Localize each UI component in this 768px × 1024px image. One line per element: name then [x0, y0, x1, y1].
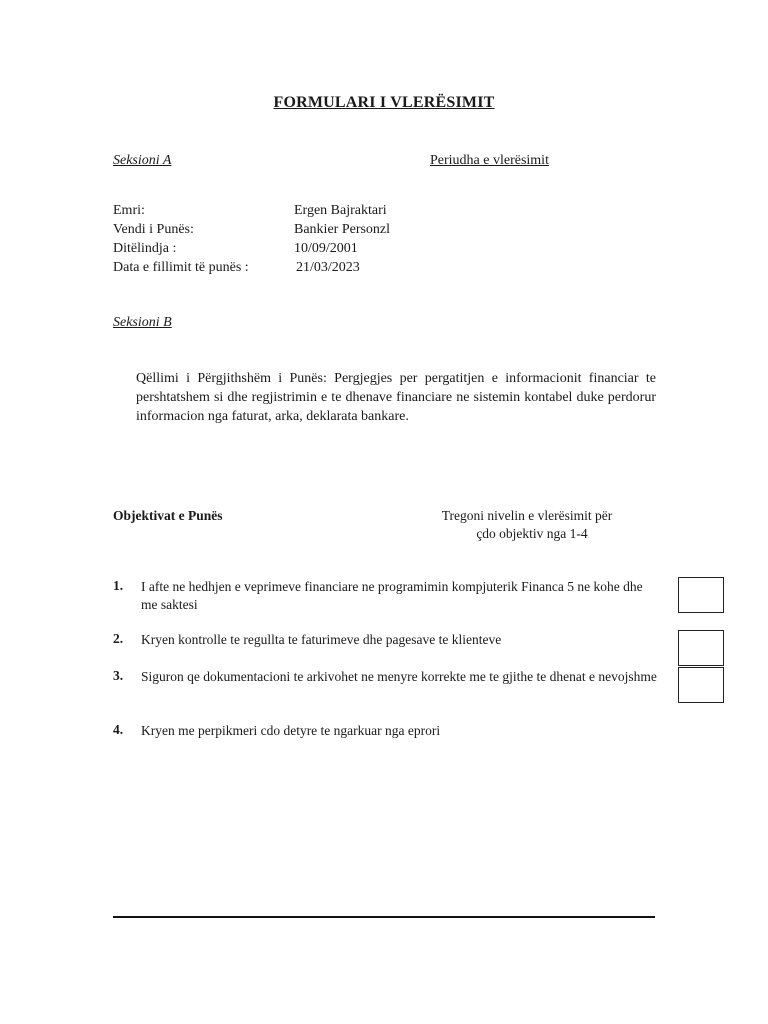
- rating-box-1[interactable]: [678, 577, 724, 613]
- job-goal-paragraph: Qëllimi i Përgjithshëm i Punës: Pergjegjes per pergatitjen e informacionit financiar te pershtatshem si dhe regjistrimin e te dhenave financiare ne sistemin kontabel duke perdorur informacion nga faturat, arka, deklarata bankare.: [136, 371, 656, 424]
- field-label-job: Vendi i Punës:: [113, 222, 194, 237]
- form-title: FORMULARI I VLERËSIMIT: [273, 94, 495, 111]
- field-label-name: Emri:: [113, 203, 145, 218]
- signature-line: [113, 916, 655, 918]
- field-value-name: Ergen Bajraktari: [294, 203, 387, 218]
- objective-number: 1.: [113, 578, 124, 593]
- section-b-label: Seksioni B: [113, 315, 172, 330]
- objective-text: Kryen kontrolle te regullta te faturimeve dhe pagesave te klienteve: [141, 632, 502, 647]
- evaluation-period-label: Periudha e vlerësimit: [430, 153, 549, 168]
- objective-number: 2.: [113, 631, 124, 646]
- objective-number: 3.: [113, 668, 124, 683]
- field-label-start-date: Data e fillimit të punës :: [113, 260, 249, 275]
- scale-instruction-line-1: Tregoni nivelin e vlerësimit për: [441, 508, 613, 523]
- objective-text: Kryen me perpikmeri cdo detyre te ngarkuar nga eprori: [141, 723, 441, 738]
- field-value-birthdate: 10/09/2001: [294, 241, 358, 256]
- rating-box-2[interactable]: [678, 630, 724, 666]
- objective-text: Siguron qe dokumentacioni te arkivohet ne menyre korrekte me te gjithe te dhenat e nevojshme: [141, 669, 657, 684]
- rating-box-3[interactable]: [678, 667, 724, 703]
- field-value-start-date: 21/03/2023: [296, 260, 360, 275]
- section-a-label: Seksioni A: [113, 153, 172, 168]
- objective-number: 4.: [113, 722, 124, 737]
- objective-text: I afte ne hedhjen e veprimeve financiare ne programimin kompjuterik Financa 5 ne kohe dhe me saktesi: [141, 579, 643, 612]
- objectives-header: Objektivat e Punës: [113, 508, 223, 523]
- field-value-job: Bankier Personzl: [294, 222, 391, 237]
- scale-instruction: [422, 507, 632, 543]
- field-label-birthdate: Ditëlindja :: [113, 241, 177, 256]
- scale-instruction-line-2: çdo objektiv nga 1-4: [476, 526, 588, 541]
